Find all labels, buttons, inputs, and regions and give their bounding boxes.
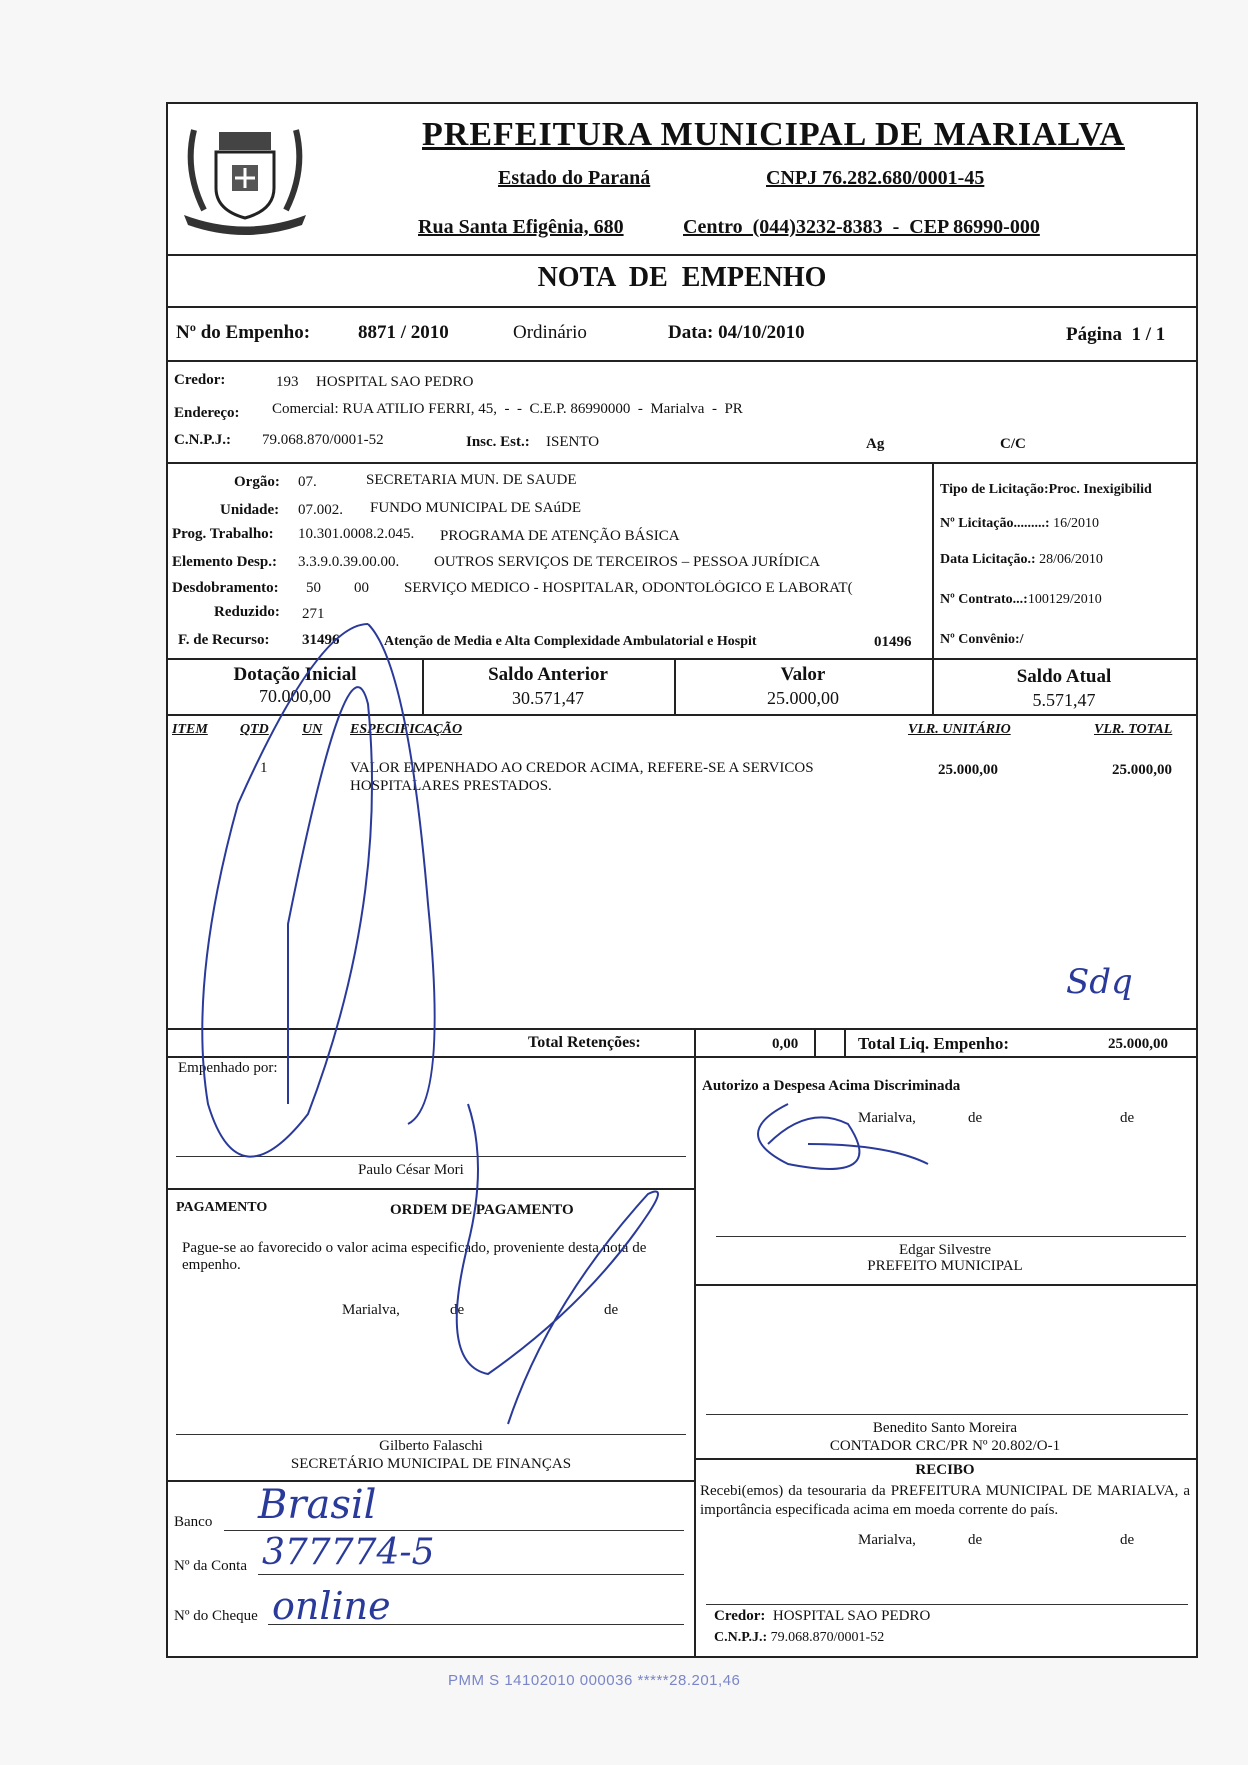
licitacao-contrato-value: 100129/2010 <box>1027 592 1102 607</box>
credor-cnpj-label: C.N.P.J.: <box>174 432 231 448</box>
reduzido-value: 271 <box>302 606 325 622</box>
item-vlr-total: 25.000,00 <box>1112 762 1172 778</box>
contador-role: CONTADOR CRC/PR Nº 20.802/O-1 <box>829 1438 1061 1454</box>
desdobramento-code-1: 50 <box>306 580 321 596</box>
orgao-label: Orgão: <box>234 474 280 490</box>
autorizo-label: Autorizo a Despesa Acima Discriminada <box>702 1078 961 1094</box>
recibo-credor <box>714 1608 930 1625</box>
nota-de-empenho-form <box>166 102 1198 1658</box>
prog-value: PROGRAMA DE ATENÇÃO BÁSICA <box>440 528 680 544</box>
secretario-role: SECRETÁRIO MUNICIPAL DE FINANÇAS <box>290 1456 572 1472</box>
recibo-de-2: de <box>1120 1532 1135 1548</box>
prefeito-role: PREFEITO MUNICIPAL <box>867 1258 1023 1274</box>
unidade-code: 07.002. <box>298 502 343 518</box>
insc-value: ISENTO <box>546 434 600 450</box>
header-cnpj: CNPJ 76.282.680/0001-45 <box>766 167 985 189</box>
pagamento-city: Marialva, <box>342 1302 400 1318</box>
orgao-code: 07. <box>298 474 317 490</box>
page-number: Página 1 / 1 <box>1066 324 1166 345</box>
saldo-atual-label: Saldo Atual <box>1016 666 1112 687</box>
col-vlr-unitario: VLR. UNITÁRIO <box>908 722 1011 737</box>
total-liquido-value: 25.000,00 <box>1108 1036 1168 1052</box>
header-address: Rua Santa Efigênia, 680 <box>418 216 624 238</box>
recurso-code-2: 01496 <box>874 634 912 650</box>
col-vlr-total: VLR. TOTAL <box>1094 722 1173 737</box>
conta-label: Nº da Conta <box>174 1558 247 1574</box>
cc-label: C/C <box>1000 436 1026 452</box>
autorizo-de-1: de <box>968 1110 983 1126</box>
desdobramento-value: SERVIÇO MEDICO - HOSPITALAR, ODONTOLÓGICO E LABORAT( <box>404 580 853 596</box>
empenho-number: 8871 / 2010 <box>358 322 449 343</box>
pagamento-de-1: de <box>450 1302 465 1318</box>
desdobramento-label: Desdobramento: <box>172 580 279 596</box>
licitacao-numero-label: Nº Licitação.........: <box>940 516 1054 531</box>
conta-handwritten: 377774-5 <box>262 1532 435 1573</box>
licitacao-data <box>940 552 1103 568</box>
banco-label: Banco <box>174 1514 213 1530</box>
col-especificacao: ESPECIFICAÇÃO <box>350 722 463 737</box>
recurso-code: 31496 <box>302 632 340 648</box>
col-qtd: QTD <box>240 722 269 737</box>
contador-name: Benedito Santo Moreira <box>872 1420 1018 1436</box>
desdobramento-code-2: 00 <box>354 580 369 596</box>
saldo-atual-value: 5.571,47 <box>1032 690 1096 710</box>
recibo-cnpj-value: 79.068.870/0001-52 <box>770 1630 885 1645</box>
total-retencoes-label: Total Retenções: <box>528 1034 641 1051</box>
credor-cnpj: 79.068.870/0001-52 <box>262 432 384 448</box>
credor-name: HOSPITAL SAO PEDRO <box>316 374 474 390</box>
autorizo-de-2: de <box>1120 1110 1135 1126</box>
unidade-value: FUNDO MUNICIPAL DE SAúDE <box>370 500 581 516</box>
col-un: UN <box>302 722 323 737</box>
recurso-value: Atenção de Media e Alta Complexidade Ambulatorial e Hospit <box>384 634 757 649</box>
secretario-name: Gilberto Falaschi <box>379 1438 483 1454</box>
item-qtd: 1 <box>260 760 268 776</box>
endereco-value: Comercial: RUA ATILIO FERRI, 45, - - C.E.P. 86990000 - Marialva - PR <box>272 401 743 417</box>
prog-label: Prog. Trabalho: <box>172 526 274 542</box>
licitacao-contrato-label: Nº Contrato...: <box>940 592 1028 607</box>
recibo-cnpj-label: C.N.P.J.: <box>714 1630 768 1645</box>
item-vlr-unitario: 25.000,00 <box>938 762 998 778</box>
credor-label: Credor: <box>174 372 226 388</box>
dotacao-inicial-label: Dotação Inicial <box>233 664 357 685</box>
elemento-label: Elemento Desp.: <box>172 554 277 570</box>
empenhado-label: Empenhado por: <box>178 1060 278 1076</box>
item-especificacao-line-1: VALOR EMPENHADO AO CREDOR ACIMA, REFERE-SE A SERVICOS <box>350 760 814 776</box>
col-item: ITEM <box>172 722 208 737</box>
pagamento-text: Pague-se ao favorecido o valor acima especificado, proveniente desta nota de empenho. <box>182 1240 647 1273</box>
insc-label: Insc. Est.: <box>466 434 530 450</box>
recibo-title: RECIBO <box>915 1462 975 1478</box>
recibo-text: Recebi(emos) da tesouraria da PREFEITURA MUNICIPAL DE MARIALVA, a importância especificada acima em moeda corrente do país. <box>700 1483 1190 1518</box>
header-title: PREFEITURA MUNICIPAL DE MARIALVA <box>422 116 1125 153</box>
licitacao-numero-value: 16/2010 <box>1053 516 1099 531</box>
header-address-rest: Centro (044)3232-8383 - CEP 86990-000 <box>683 216 1040 238</box>
handwritten-note: Sdq <box>1066 962 1133 1002</box>
licitacao-data-label: Data Licitação.: <box>940 552 1040 567</box>
coat-of-arms-icon <box>174 110 316 238</box>
licitacao-contrato <box>940 592 1102 608</box>
recibo-city: Marialva, <box>858 1532 916 1548</box>
credor-code: 193 <box>276 374 299 390</box>
empenhado-name: Paulo César Mori <box>358 1162 464 1178</box>
licitacao-data-value: 28/06/2010 <box>1039 552 1103 567</box>
saldo-anterior-label: Saldo Anterior <box>488 664 608 685</box>
recibo-credor-value: HOSPITAL SAO PEDRO <box>772 1608 931 1624</box>
orgao-value: SECRETARIA MUN. DE SAUDE <box>366 472 577 488</box>
doc-title: NOTA DE EMPENHO <box>537 262 827 293</box>
autorizo-city: Marialva, <box>858 1110 916 1126</box>
unidade-label: Unidade: <box>220 502 280 518</box>
item-especificacao-line-2: HOSPITALARES PRESTADOS. <box>350 778 552 794</box>
ag-label: Ag <box>866 436 885 452</box>
licitacao-tipo: Tipo de Licitação:Proc. Inexigibilid <box>940 482 1152 497</box>
licitacao-numero <box>940 516 1099 532</box>
elemento-value: OUTROS SERVIÇOS DE TERCEIROS – PESSOA JURÍDICA <box>434 554 821 570</box>
endereco-label: Endereço: <box>174 405 240 421</box>
empenho-number-label: Nº do Empenho: <box>176 322 311 343</box>
total-retencoes-value: 0,00 <box>772 1036 799 1052</box>
valor-label: Valor <box>780 664 826 685</box>
elemento-code: 3.3.9.0.39.00.00. <box>298 554 400 570</box>
recibo-credor-label: Credor: <box>714 1608 766 1624</box>
cheque-label: Nº do Cheque <box>174 1608 258 1624</box>
empenho-date: Data: 04/10/2010 <box>668 322 805 343</box>
banco-handwritten: Brasil <box>258 1482 377 1528</box>
reduzido-label: Reduzido: <box>214 604 280 620</box>
saldo-anterior-value: 30.571,47 <box>512 688 584 708</box>
dotacao-inicial-value: 70.000,00 <box>259 686 331 706</box>
pagamento-de-2: de <box>604 1302 619 1318</box>
header-state: Estado do Paraná <box>498 167 651 189</box>
recurso-label: F. de Recurso: <box>178 632 270 648</box>
processing-stamp: PMM S 14102010 000036 *****28.201,46 <box>448 1672 741 1689</box>
valor-value: 25.000,00 <box>767 688 839 708</box>
licitacao-convenio: Nº Convênio:/ <box>940 632 1024 647</box>
recibo-de-1: de <box>968 1532 983 1548</box>
cheque-handwritten: online <box>272 1584 391 1628</box>
empenho-type: Ordinário <box>513 322 587 343</box>
pagamento-label: PAGAMENTO <box>176 1200 268 1215</box>
recibo-cnpj <box>714 1630 884 1646</box>
ordem-pagamento-label: ORDEM DE PAGAMENTO <box>390 1202 574 1218</box>
prefeito-name: Edgar Silvestre <box>898 1242 992 1258</box>
total-liquido-label: Total Liq. Empenho: <box>858 1034 1009 1053</box>
prog-code: 10.301.0008.2.045. <box>298 526 415 542</box>
